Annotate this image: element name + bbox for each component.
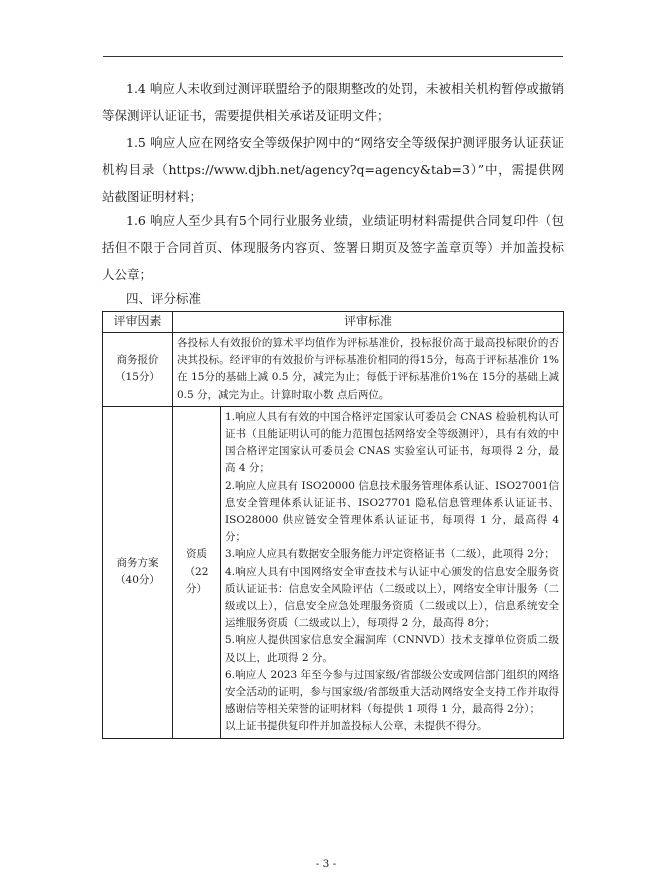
- criterion-item: 2.响应人应具有 ISO20000 信息技术服务管理体系认证、ISO27001信息安全管理体系认证证书、ISO27701 隐私信息管理体系认证证书、ISO28000 供应链安全管理体系认证证书，每项得 1 分，最高得 4 分；: [225, 479, 559, 544]
- plan-factor-cell: [103, 406, 173, 738]
- header-standard: 评审标准: [173, 312, 564, 333]
- criterion-item: 3.响应人应具有数据安全服务能力评定资格证书（二级），此项得 2分；: [225, 548, 555, 561]
- paragraph-1-6: 1.6 响应人至少具有5个同行业服务业绩，业绩证明材料需提供合同复印件（包括但不限于合同首页、体现服务内容页、签署日期页及签字盖章页等）并加盖投标人公章；: [102, 213, 564, 282]
- qualification-cell: [173, 406, 221, 738]
- criterion-note: 以上证书提供复印件并加盖投标人公章，未提供不得分。: [225, 720, 488, 733]
- criterion-item: 5.响应人提供国家信息安全漏洞库（CNNVD）技术支撑单位资质二级及以上，此项得 2 分。: [225, 634, 559, 664]
- qualification-standard: [221, 406, 564, 738]
- table-row: [103, 333, 564, 407]
- price-score: （15分）: [115, 371, 160, 384]
- price-name: 商务报价: [116, 354, 159, 367]
- section-title: 四、评分标准: [126, 291, 202, 306]
- plan-name: 商务方案: [116, 557, 159, 570]
- top-rule: [103, 56, 563, 57]
- price-standard: 各投标人有效报价的算术平均值作为评标基准价，投标报价高于最高投标限价的否决其投标。经评审的有效报价与评标基准价相同的得15分，每高于评标基准价 1%在 15分的基础上减 0.5 分，减完为止；每低于评标基准价1%在 15分的基础上减 0.5 分，减完为止。计算时取小数 点后两位。: [173, 333, 564, 407]
- scoring-table: [102, 311, 564, 739]
- paragraph-1-4: 1.4 响应人未收到过测评联盟给予的限期整改的处罚，未被相关机构暂停或撤销等保测评认证证书，需要提供相关承诺及证明文件；: [102, 81, 564, 123]
- plan-score: （40分）: [115, 574, 160, 587]
- page-number: - 3 -: [315, 858, 337, 870]
- table-header-row: [103, 312, 564, 333]
- qualification-score: （22分）: [184, 565, 209, 595]
- table-row: [103, 406, 564, 738]
- paragraph-1-5: 1.5 响应人应在网络安全等级保护网中的“网络安全等级保护测评服务认证获证机构目录（https://www.djbh.net/agency?q=agency&tab=3）”中，需提供网站截图证明材料；: [102, 135, 564, 204]
- qualification-name: 资质: [186, 548, 207, 561]
- criterion-item: 6.响应人 2023 年至今参与过国家级/省部级公安或网信部门组织的网络安全活动的证明，参与国家级/省部级重大活动网络安全支持工作并取得感谢信等相关荣誉的证明材料（每提供 1 项得 1 分，最高得 2分）；: [225, 668, 559, 716]
- criterion-item: 4.响应人具有中国网络安全审查技术与认证中心颁发的信息安全服务资质认证证书：信息安全风险评估（二级或以上），网络安全审计服务（二级或以上），信息安全应急处理服务资质（二级或以上），信息系统安全运维服务资质（二级或以上），每项得 2 分，最高得 8分；: [225, 565, 559, 630]
- criterion-item: 1.响应人具有有效的中国合格评定国家认可委员会 CNAS 检验机构认可证书（且能证明认可的能力范围包括网络安全等级测评），具有有效的中国合格评定国家认可委员会 CNAS 实验室认可证书，每项得 2 分，最高 4 分；: [225, 410, 559, 475]
- price-factor-cell: [103, 333, 173, 407]
- header-factor: 评审因素: [103, 312, 173, 333]
